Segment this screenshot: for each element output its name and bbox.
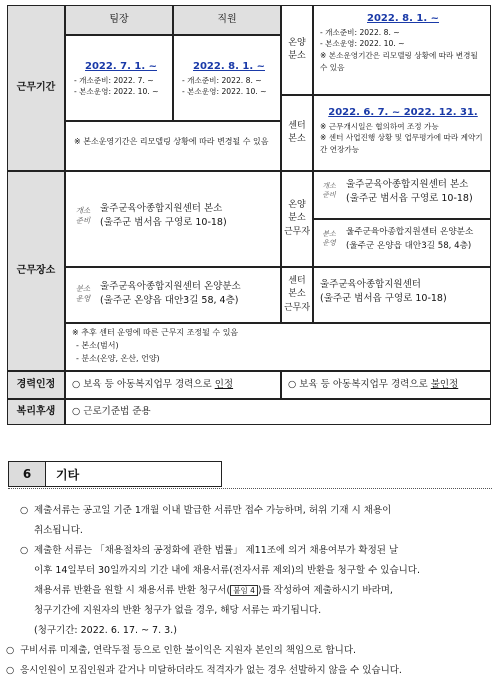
item-line: 응시인원이 모집인원과 같거나 미달하더라도 적격자가 없는 경우 선발하지 않을 수 있습니다. [20, 664, 402, 676]
circle-bullet-icon: ○ [20, 544, 29, 556]
circle-bullet-icon: ○ [20, 505, 29, 516]
welfare-cell: ○ 근로기준법 준용 [65, 399, 491, 425]
onyang-label: 온양 분소 [281, 5, 313, 95]
staff-line: - 본소운영: 2022. 10. ~ [182, 87, 267, 97]
center-label: 센터 본소 [281, 95, 313, 171]
item-line: 청구기간에 지원자의 반환 청구가 없을 경우, 해당 서류는 파기됩니다. [34, 604, 322, 616]
circle-bullet-icon: ○ [6, 664, 15, 676]
place-note: - 본소(범서) [76, 340, 119, 350]
info-table [8, 6, 492, 425]
welfare-label: 복리후생 [7, 399, 65, 425]
item-line: 이후 14일부터 30일까지의 기간 내에 채용서류(전자서류 제외)의 반환을 청구할 수 있습니다. [34, 564, 421, 576]
center-date: 2022. 6. 7. ~ 2022. 12. 31. [328, 107, 478, 118]
career-right-text: ○ 보육 등 아동복지업무 경력으로 [288, 379, 431, 390]
center-place-text: 울주군육아종합지원센터 [320, 279, 421, 290]
section-number: 6 [8, 461, 46, 487]
item-line: (청구기간: 2022. 6. 17. ~ 7. 3.) [34, 624, 177, 636]
onyang-line: - 개소준비: 2022. 8. ~ [320, 27, 400, 37]
ops-tag: 분소 운영 [75, 284, 91, 303]
section-header [8, 461, 222, 487]
list-item [20, 541, 490, 641]
team-period-cell [65, 35, 173, 121]
circle-bullet-icon: ○ [6, 644, 15, 656]
onyang-ops-text: (울주군 온양읍 대안3길 58, 4층) [346, 240, 472, 251]
staff-period-cell [173, 35, 281, 121]
place-ops-cell [65, 267, 281, 323]
prep-text: (울주군 범서읍 구영로 10-18) [100, 217, 227, 229]
onyang-ops-text: 울주군육아종합지원센터 온양분소 [346, 227, 474, 237]
team-line: - 본소운영: 2022. 10. ~ [74, 87, 159, 97]
ops-text: (울주군 온양읍 대안3길 58, 4층) [100, 295, 239, 307]
center-line: ※ 센터 사업진행 상황 및 업무평가에 따라 계약기간 연장가능 [320, 133, 483, 155]
item-line: 구비서류 미제출, 연락두절 등으로 인한 불이익은 지원자 본인의 책임으로 합니다. [20, 644, 357, 656]
onyang-place-label: 온양 분소 근무자 [281, 171, 313, 267]
career-left-emph: 인정 [214, 379, 234, 390]
list-item [20, 501, 490, 541]
place-note-cell [65, 323, 491, 371]
career-left [65, 371, 281, 399]
staff-date: 2022. 8. 1. ~ [193, 61, 265, 72]
col-head-staff: 직원 [173, 5, 281, 35]
career-label: 경력인정 [7, 371, 65, 399]
center-place-label: 센터 본소 근무자 [281, 267, 313, 323]
list-item [6, 661, 490, 681]
attachment-box: 붙임 4 [230, 585, 258, 596]
place-prep-cell [65, 171, 281, 267]
onyang-ops-tag: 분소 운영 [322, 230, 336, 248]
team-line: - 개소준비: 2022. 7. ~ [74, 75, 154, 85]
onyang-period-cell [313, 5, 491, 95]
period-note: ※ 본소운영기간은 리모델링 상황에 따라 변경될 수 있음 [65, 121, 281, 171]
notes-list [6, 501, 490, 680]
career-left-text: ○ 보육 등 아동복지업무 경력으로 [72, 379, 215, 390]
onyang-date: 2022. 8. 1. ~ [367, 13, 439, 24]
work-place-label: 근무장소 [7, 171, 65, 371]
onyang-prep-cell [313, 171, 491, 219]
item-line: 제출서류는 공고일 기준 1개월 이내 발급한 서류만 접수 가능하며, 허위 기재 시 채용이 [34, 505, 392, 516]
center-place-text: (울주군 범서읍 구영로 10-18) [320, 293, 447, 305]
center-place-cell [313, 267, 491, 323]
onyang-line: ※ 본소운영기간은 리모델링 상황에 따라 변경될 수 있음 [320, 51, 478, 72]
list-item [6, 641, 490, 661]
career-right [281, 371, 491, 399]
section-title: 기타 [46, 461, 222, 487]
place-note: ※ 추후 센터 운영에 따른 근무지 조정될 수 있음 [72, 328, 239, 337]
item-line: 제출한 서류는 「채용절차의 공정화에 관한 법률」 제11조에 의거 채용여부가 확정된 날 [34, 544, 399, 556]
item-line: 취소됩니다. [34, 524, 83, 536]
section-divider [8, 488, 492, 489]
onyang-prep-text: (울주군 범서읍 구영로 10-18) [346, 193, 473, 205]
item-line: 채용서류 반환을 원할 시 채용서류 반환 청구서( 붙임 4 )를 작성하여 제출하시기 바라며, [34, 584, 393, 596]
center-period-cell [313, 95, 491, 171]
onyang-prep-text: 울주군육아종합지원센터 본소 [346, 179, 469, 190]
center-line: ※ 근무개시일은 협의하여 조정 가능 [320, 121, 439, 131]
staff-line: - 개소준비: 2022. 8. ~ [182, 75, 262, 85]
col-head-team: 팀장 [65, 5, 173, 35]
ops-text: 울주군육아종합지원센터 온양분소 [100, 281, 241, 292]
team-date: 2022. 7. 1. ~ [85, 61, 157, 72]
prep-text: 울주군육아종합지원센터 본소 [100, 203, 223, 214]
place-note: - 분소(온양, 온산, 언양) [76, 353, 160, 363]
onyang-line: - 본소운영: 2022. 10. ~ [320, 39, 405, 49]
career-right-emph: 불인정 [430, 379, 459, 390]
onyang-prep-tag: 개소 준비 [322, 182, 336, 200]
onyang-ops-cell [313, 219, 491, 267]
work-period-label: 근무기간 [7, 5, 65, 171]
prep-tag: 개소 준비 [75, 206, 91, 225]
